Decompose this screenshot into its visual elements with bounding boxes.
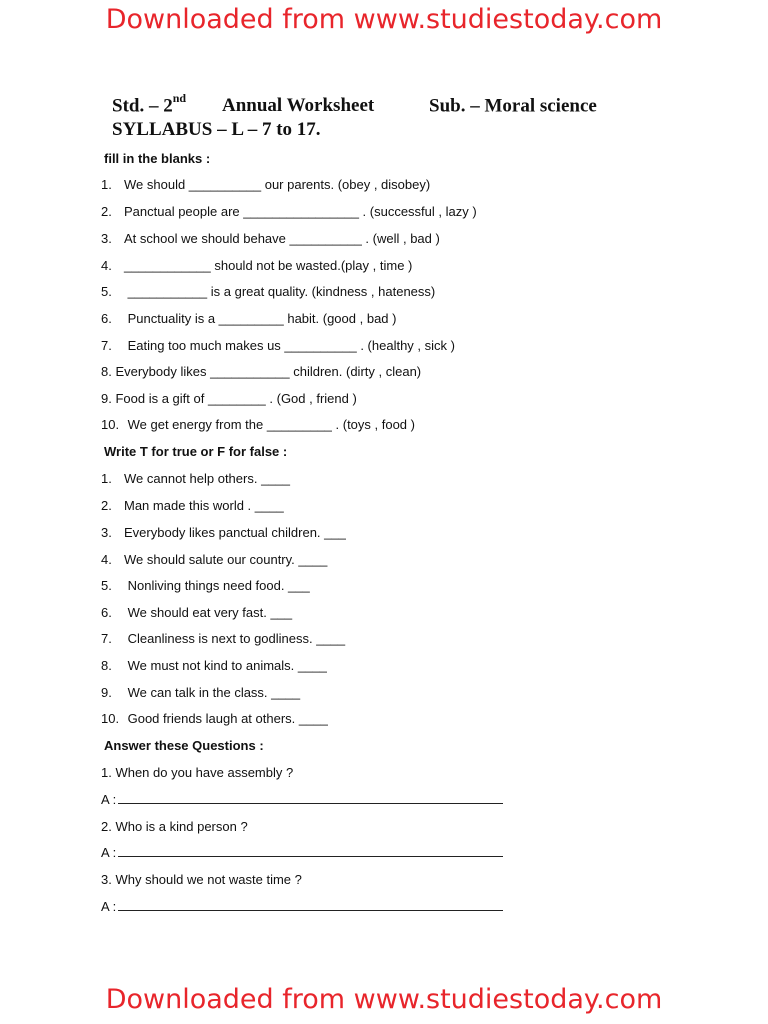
section-fill-blanks-title: fill in the blanks : [104,151,211,166]
true-false-item: 3. Everybody likes panctual children. ___ [101,525,346,540]
fill-blank-item: 4. ____________ should not be wasted.(play , time ) [101,258,413,273]
fill-blank-item: 5. ___________ is a great quality. (kindness , hateness) [101,284,436,299]
true-false-item: 6. We should eat very fast. ___ [101,605,293,620]
question-text: 2. Who is a kind person ? [101,819,248,834]
fill-blank-item: 6. Punctuality is a _________ habit. (good , bad ) [101,311,397,326]
true-false-item: 7. Cleanliness is next to godliness. ____ [101,631,346,646]
true-false-item: 8. We must not kind to animals. ____ [101,658,327,673]
section-questions-title: Answer these Questions : [104,738,264,753]
worksheet-header [112,93,712,117]
true-false-item: 5. Nonliving things need food. ___ [101,578,310,593]
true-false-item: 1. We cannot help others. ____ [101,471,290,486]
fill-blank-item: 9. Food is a gift of ________ . (God , friend ) [101,391,357,406]
fill-blank-item: 10. We get energy from the _________ . (toys , food ) [101,417,415,432]
true-false-item: 10. Good friends laugh at others. ____ [101,711,328,726]
fill-blank-item: 3. At school we should behave __________ . (well , bad ) [101,231,440,246]
section-true-false-title: Write T for true or F for false : [104,444,288,459]
question-text: 1. When do you have assembly ? [101,765,294,780]
fill-blank-item: 8. Everybody likes ___________ children. (dirty , clean) [101,364,422,379]
syllabus-label: SYLLABUS – L – 7 to 17. [112,119,321,140]
question-text: 3. Why should we not waste time ? [101,872,302,887]
answer-blank [118,792,503,804]
answer-blank [118,845,503,857]
true-false-item: 9. We can talk in the class. ____ [101,685,301,700]
fill-blank-item: 2. Panctual people are ________________ . (successful , lazy ) [101,204,477,219]
answer-line: A : [101,845,503,860]
subject-label: Sub. – Moral science [429,95,597,117]
answer-line: A : [101,792,503,807]
fill-blank-item: 1. We should __________ our parents. (obey , disobey) [101,177,431,192]
standard-label: Std. – 2nd [112,91,187,117]
answer-blank [118,899,503,911]
watermark-banner-top: Downloaded from www.studiestoday.com [105,4,663,35]
fill-blank-item: 7. Eating too much makes us __________ . (healthy , sick ) [101,338,455,353]
worksheet-title: Annual Worksheet [222,95,375,117]
watermark-banner-bottom: Downloaded from www.studiestoday.com [105,984,663,1015]
true-false-item: 4. We should salute our country. ____ [101,552,328,567]
answer-line: A : [101,899,503,914]
true-false-item: 2. Man made this world . ____ [101,498,284,513]
